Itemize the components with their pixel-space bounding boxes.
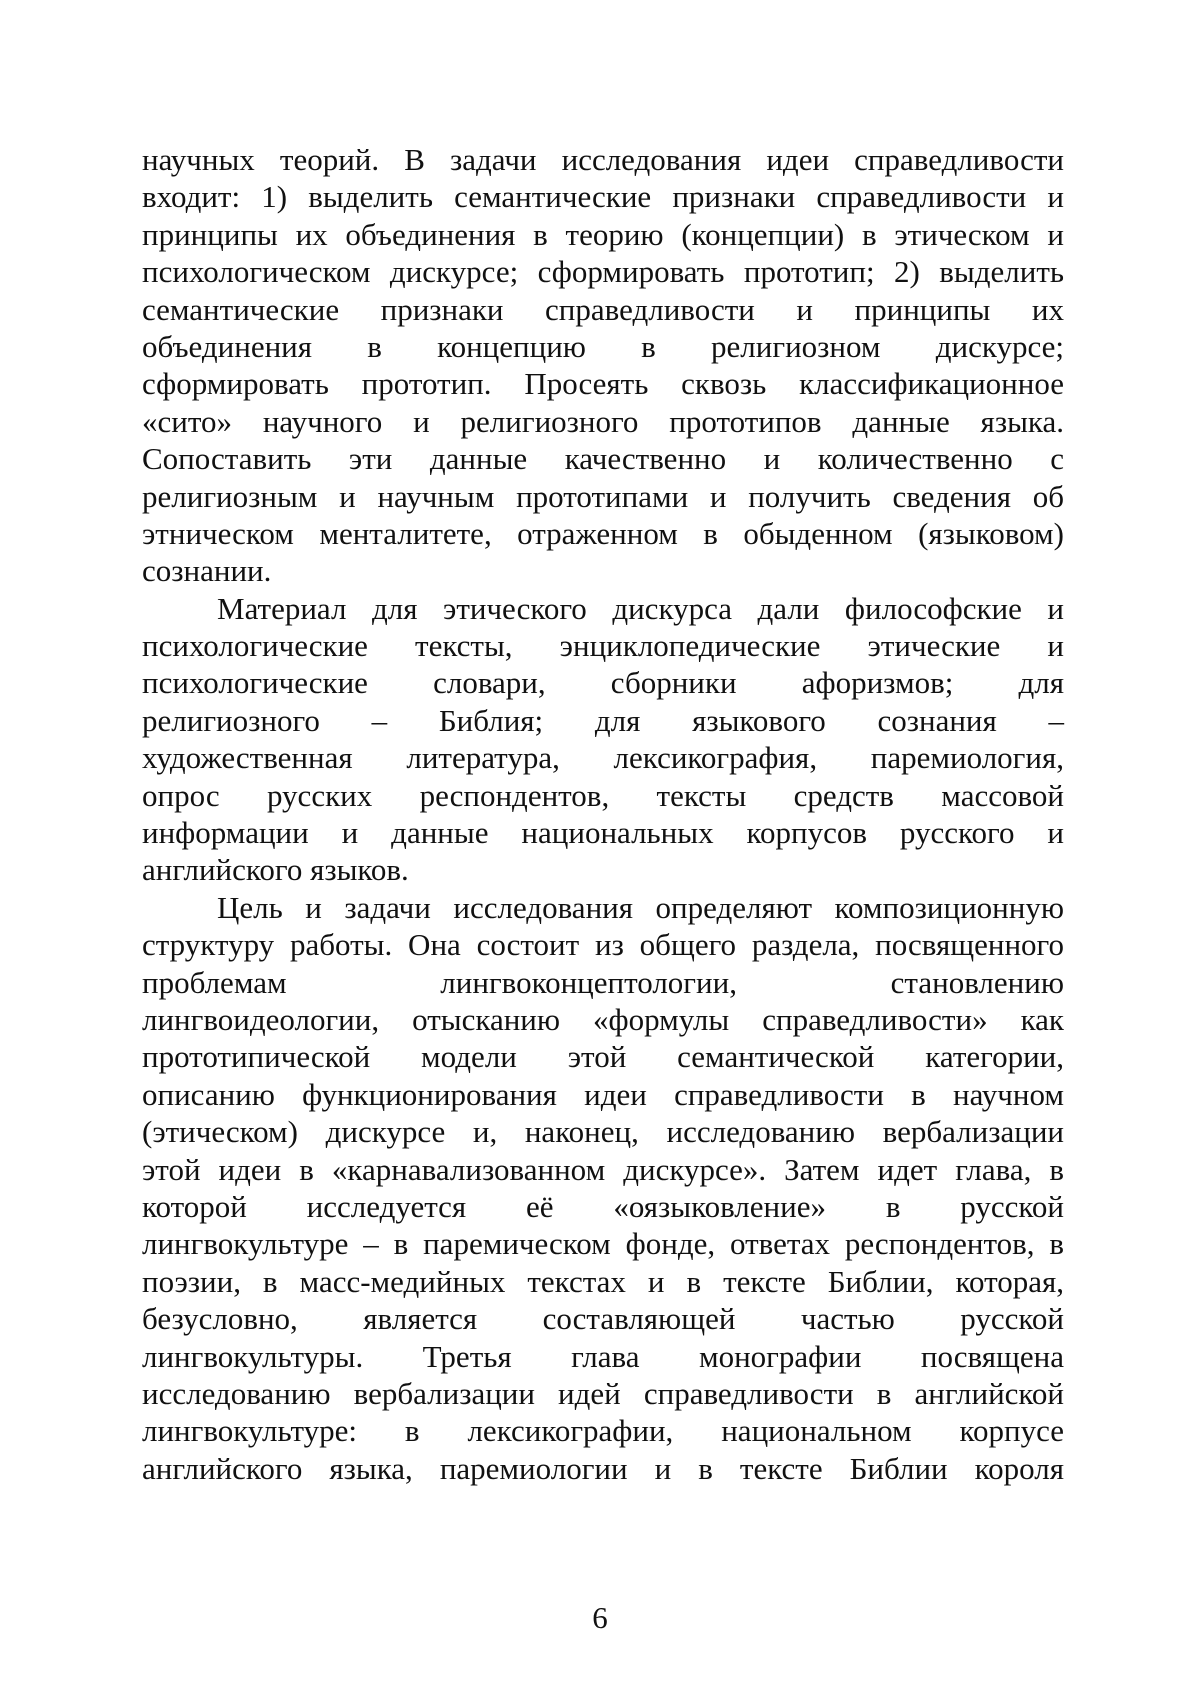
text-line: объединения в концепцию в религиозном дискурсе; — [142, 328, 1064, 364]
text-line: лингвокультуры. Третья глава монографии посвящена — [142, 1338, 1064, 1374]
text-line: религиозного – Библия; для языкового сознания – — [142, 702, 1064, 738]
text-line: семантические признаки справедливости и принципы их — [142, 291, 1064, 327]
page-number: 6 — [592, 1600, 608, 1635]
text-line: лингвокультуре: в лексикографии, национальном корпусе — [142, 1413, 1064, 1449]
text-line: которой исследуется её «оязыковление» в русской — [142, 1188, 1064, 1224]
text-line: входит: 1) выделить семантические признаки справедливости и — [142, 179, 1064, 215]
paragraph — [142, 889, 1064, 1487]
text-line: информации и данные национальных корпусов русского и — [142, 815, 1064, 851]
text-line: проблемам лингвоконцептологии, становлению — [142, 964, 1064, 1000]
text-line: Цель и задачи исследования определяют композиционную — [217, 889, 1064, 925]
text-line: религиозным и научным прототипами и получить сведения об — [142, 478, 1064, 514]
text-line: психологическом дискурсе; сформировать прототип; 2) выделить — [142, 254, 1064, 290]
text-line: описанию функционирования идеи справедливости в научном — [142, 1076, 1064, 1112]
text-line: «сито» научного и религиозного прототипов данные языка. — [142, 403, 1064, 439]
text-line: принципы их объединения в теорию (концепции) в этическом и — [142, 216, 1064, 252]
text-line: лингвокультуре – в паремическом фонде, ответах респондентов, в — [142, 1226, 1064, 1262]
text-line: Материал для этического дискурса дали философские и — [217, 590, 1064, 626]
text-line: этническом менталитете, отраженном в обыденном (языковом) — [142, 515, 1064, 551]
text-line: художественная литература, лексикография, паремиология, — [142, 740, 1064, 776]
text-line: поэзии, в масс-медийных текстах и в тексте Библии, которая, — [142, 1263, 1064, 1299]
text-line: структуру работы. Она состоит из общего раздела, посвященного — [142, 927, 1064, 963]
text-line: сформировать прототип. Просеять сквозь классификационное — [142, 366, 1064, 402]
text-line: английского языков. — [142, 852, 409, 888]
text-line: (этическом) дискурсе и, наконец, исследованию вербализации — [142, 1114, 1064, 1150]
text-line: английского языка, паремиологии и в тексте Библии короля — [142, 1450, 1064, 1486]
body-text — [142, 141, 1064, 1487]
text-line: прототипической модели этой семантической категории, — [142, 1039, 1064, 1075]
text-line: сознании. — [142, 553, 272, 589]
text-line: научных теорий. В задачи исследования идеи справедливости — [142, 142, 1064, 177]
text-line: безусловно, является составляющей частью русской — [142, 1301, 1064, 1337]
text-line: этой идеи в «карнавализованном дискурсе». Затем идет глава, в — [142, 1151, 1064, 1187]
paragraph — [142, 141, 1064, 590]
text-line: лингвоидеологии, отысканию «формулы справедливости» как — [142, 1001, 1064, 1037]
text-line: психологические словари, сборники афоризмов; для — [142, 665, 1064, 701]
text-line: Сопоставить эти данные качественно и количественно с — [142, 441, 1064, 477]
text-line: психологические тексты, энциклопедические этические и — [142, 628, 1064, 664]
text-line: опрос русских респондентов, тексты средств массовой — [142, 777, 1064, 813]
text-line: исследованию вербализации идей справедливости в английской — [142, 1375, 1064, 1411]
paragraph — [142, 590, 1064, 889]
